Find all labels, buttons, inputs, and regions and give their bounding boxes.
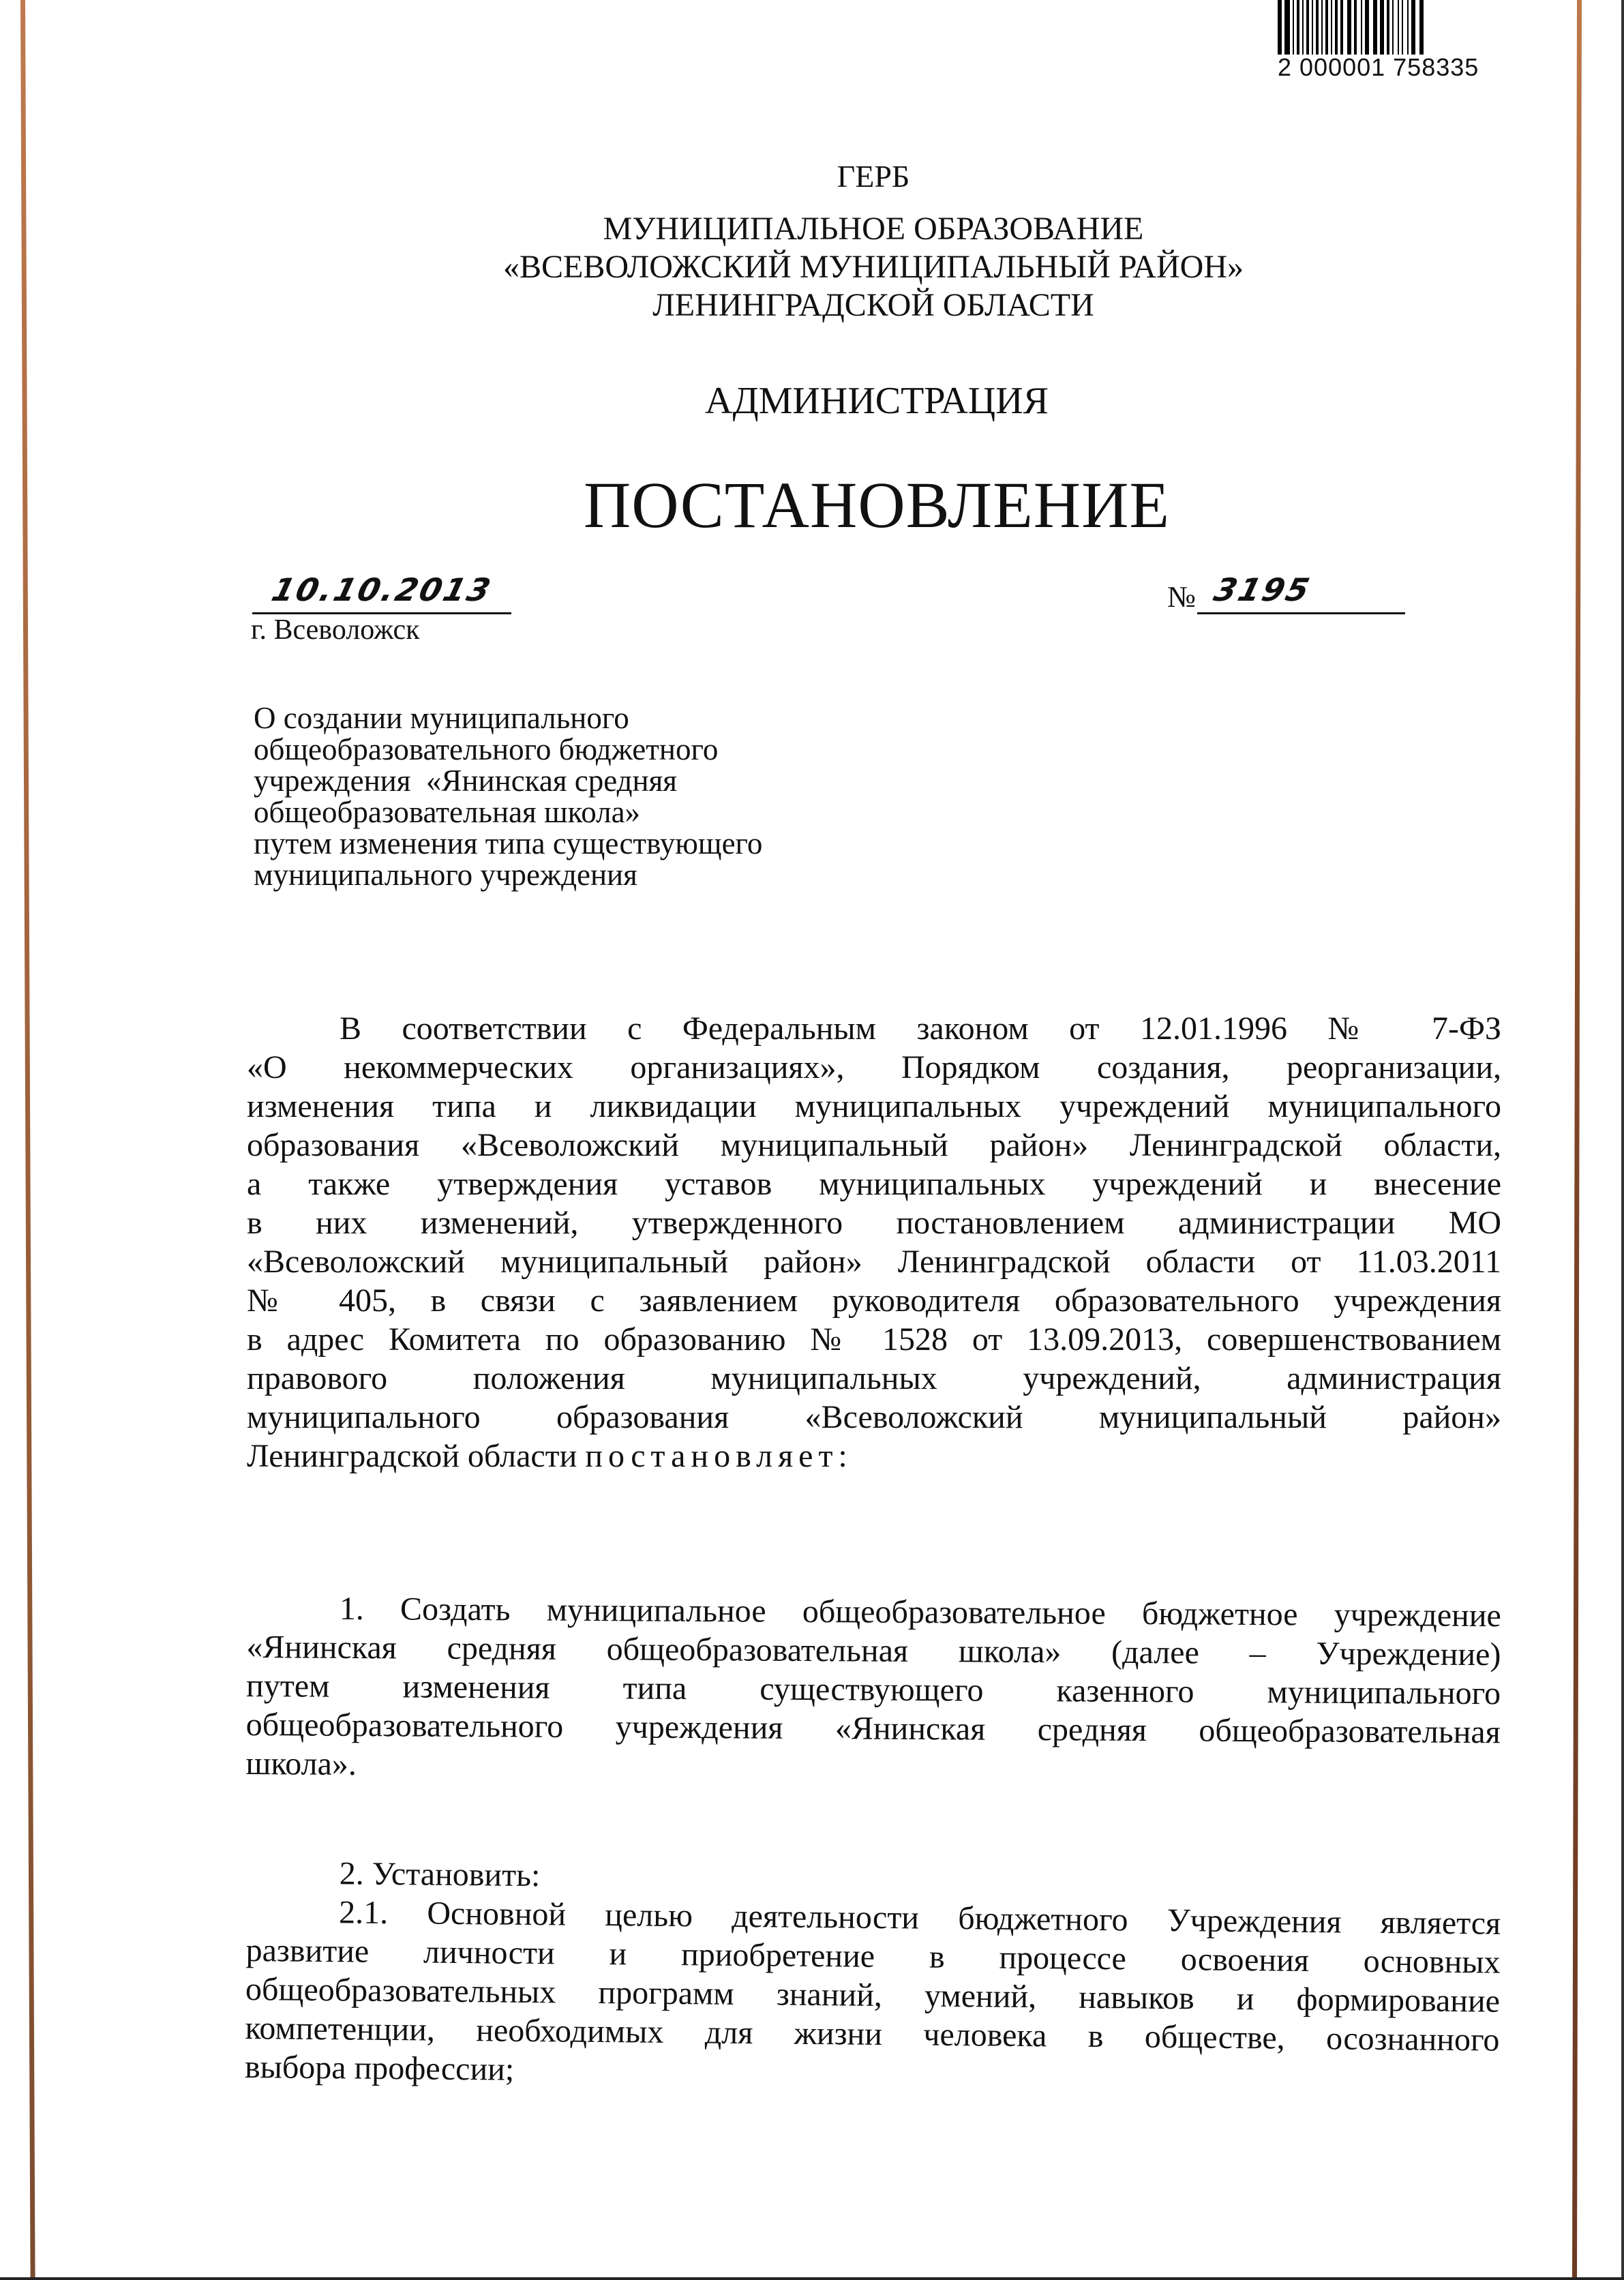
barcode [1278, 0, 1479, 82]
text-line: общеобразовательных программ знаний, умений, навыков и формирование [245, 1970, 1501, 2020]
subject-line: О создании муниципального [254, 701, 629, 735]
text-line: «Всеволожский муниципальный район» Ленинградской области от 11.03.2011 [247, 1244, 1501, 1280]
text-line: выбора профессии; [244, 2048, 515, 2088]
resolves-word: постановляет: [585, 1438, 853, 1474]
barcode-bar [1424, 0, 1426, 55]
handwritten-number: 3195 [1210, 571, 1315, 608]
org-line: МУНИЦИПАЛЬНОЕ ОБРАЗОВАНИЕ [603, 211, 1144, 247]
org-line: «ВСЕВОЛОЖСКИЙ МУНИЦИПАЛЬНЫЙ РАЙОН» [503, 249, 1244, 285]
text-line: общеобразовательного учреждения «Янинская средняя общеобразовательная [245, 1706, 1501, 1751]
text-line: развитие личности и приобретение в процессе освоения основных [245, 1932, 1501, 1981]
text-line: изменения типа и ликвидации муниципальных учреждений муниципального [247, 1088, 1501, 1124]
item-2-heading: 2. Установить: [339, 1855, 541, 1894]
subject-line: путем изменения типа существующего [254, 826, 763, 860]
issuing-body: АДМИНИСТРАЦИЯ [705, 380, 1049, 422]
city-label: г. Всеволожск [251, 614, 420, 646]
text-line: правового положения муниципальных учреждений, администрация [247, 1360, 1501, 1396]
barcode-bars [1278, 0, 1455, 55]
barcode-number: 2 000001 758335 [1278, 53, 1479, 81]
text-line: в адрес Комитета по образованию № 1528 от 13.09.2013, совершенствованием [247, 1321, 1501, 1358]
text-line: образования «Всеволожский муниципальный район» Ленинградской области, [247, 1127, 1501, 1163]
document-type-title: ПОСТАНОВЛЕНИЕ [583, 468, 1171, 541]
org-line: ЛЕНИНГРАДСКОЙ ОБЛАСТИ [652, 287, 1094, 323]
emblem-label: ГЕРБ [837, 159, 910, 194]
scan-frame-right [1621, 0, 1624, 2280]
item-1-paragraph [247, 1589, 1501, 1783]
text-line-final [247, 1437, 1501, 1475]
text-line: путем изменения типа существующего казенного муниципального [245, 1667, 1501, 1712]
page-edge-left [20, 0, 35, 2280]
organization-name [61, 210, 1624, 325]
subject-line: общеобразовательного бюджетного [254, 732, 719, 766]
text-line: 1. Создать муниципальное общеобразовательное бюджетное учреждение [339, 1590, 1501, 1634]
text-line: «Янинская средняя общеобразовательная школа» (далее – Учреждение) [246, 1628, 1501, 1673]
text-line: В соответствии с Федеральным законом от 12.01.1996 № 7-ФЗ [340, 1010, 1501, 1047]
subject-heading [254, 702, 762, 890]
subject-line: общеобразовательная школа» [254, 795, 641, 829]
scan-frame-bottom [0, 2277, 1624, 2280]
handwritten-date: 10.10.2013 [268, 571, 496, 608]
page-edge-right [1572, 0, 1582, 2280]
subject-line: муниципального учреждения [254, 858, 637, 892]
item-2-section [244, 1853, 1501, 2088]
barcode-bar [1284, 0, 1290, 55]
text-line: а также утверждения уставов муниципальных учреждений и внесение [247, 1166, 1501, 1202]
text-line: в них изменений, утвержденного постановлением администрации МО [247, 1205, 1501, 1241]
text-line: компетенции, необходимых для жизни человека в обществе, осознанного [245, 2009, 1500, 2058]
text-line: 2.1. Основной целью деятельности бюджетного Учреждения является [338, 1894, 1501, 1942]
number-field [1197, 571, 1405, 614]
text-line: школа». [245, 1745, 357, 1782]
date-field [252, 571, 511, 614]
preamble-paragraph [247, 1009, 1501, 1475]
subject-line: учреждения «Янинская средняя [254, 764, 677, 798]
text-line-prefix: Ленинградской области [247, 1438, 586, 1474]
text-line: № 405, в связи с заявлением руководителя образовательного учреждения [247, 1282, 1501, 1319]
number-sign: № [1167, 580, 1196, 614]
text-line: «О некоммерческих организациях», Порядком создания, реорганизации, [247, 1049, 1501, 1085]
text-line: муниципального образования «Всеволожский муниципальный район» [247, 1399, 1501, 1435]
